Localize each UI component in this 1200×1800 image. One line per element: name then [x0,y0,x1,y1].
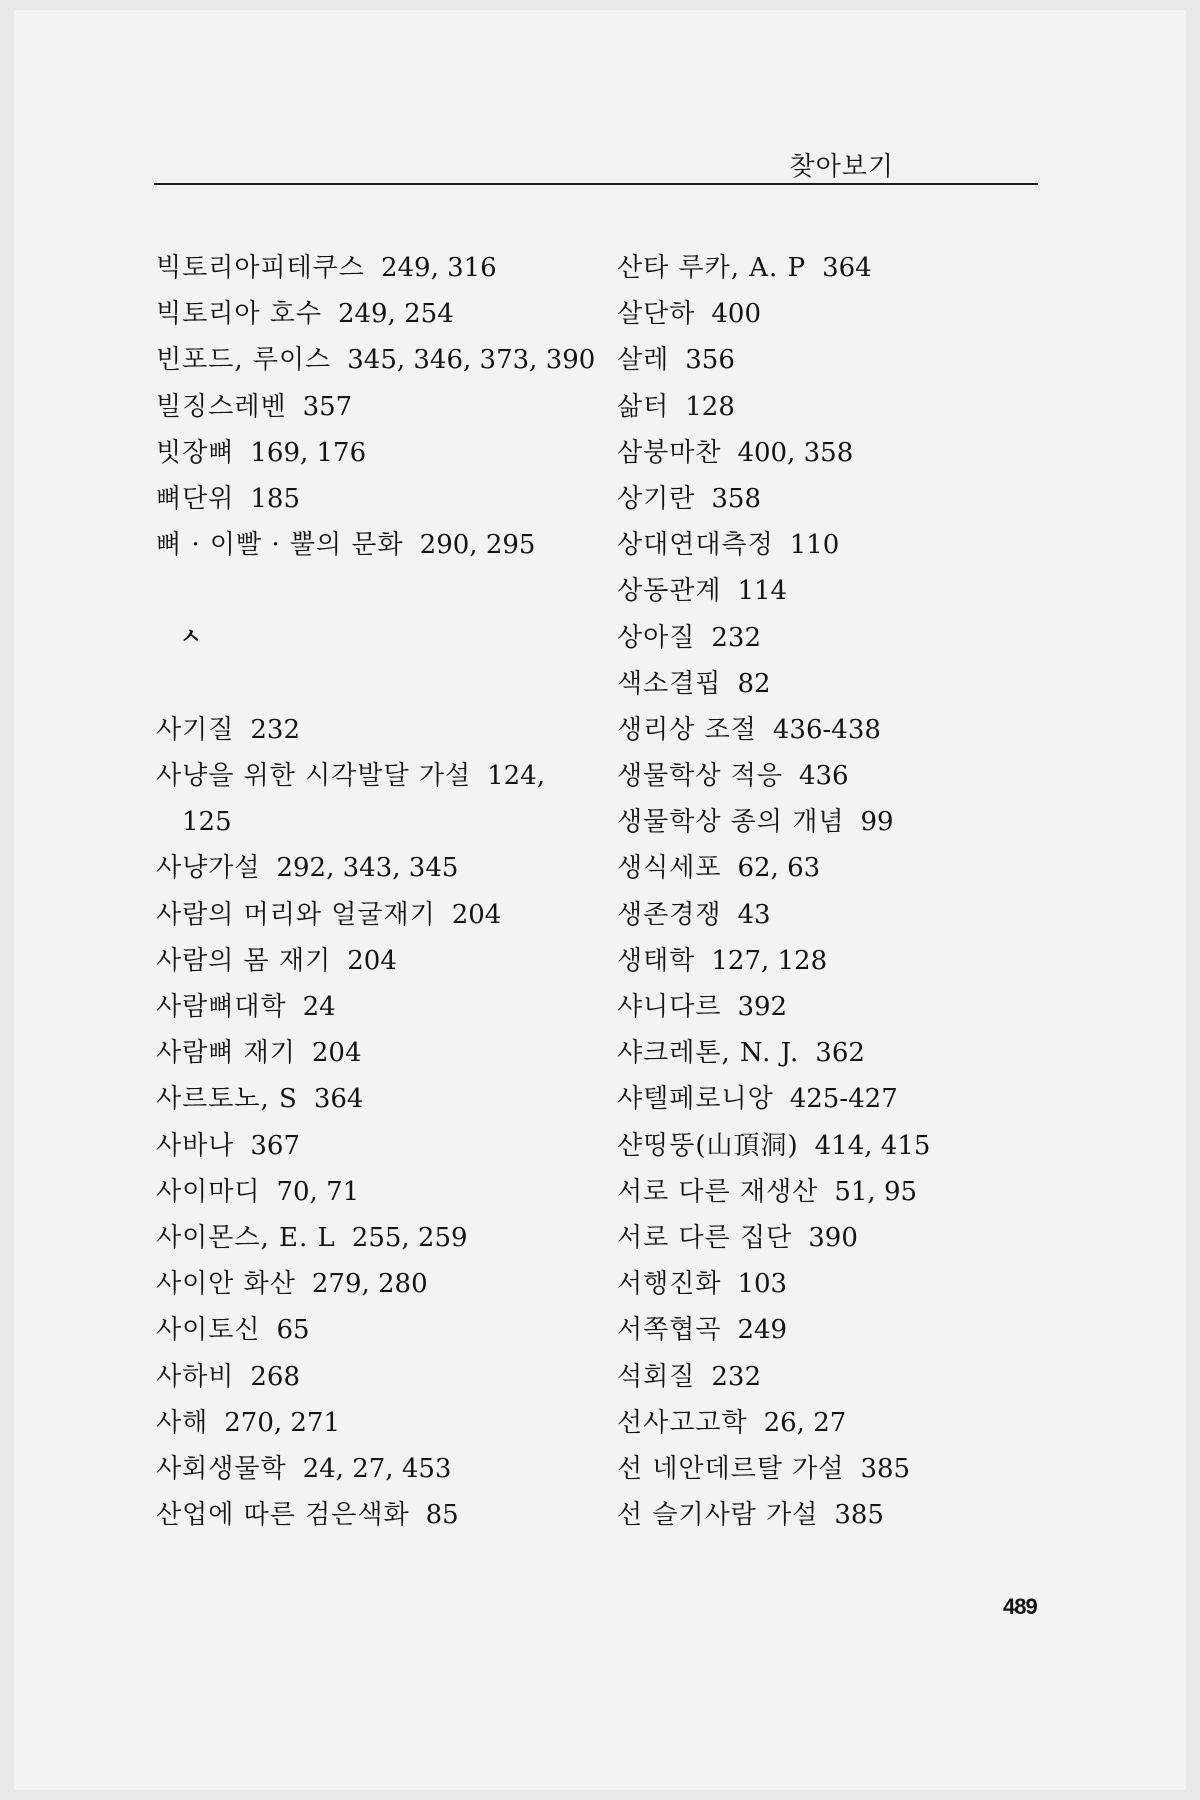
index-term: 선 슬기사람 가설 [617,1500,819,1531]
index-term: 서로 다른 집단 [617,1222,793,1253]
index-entry [617,568,1057,614]
index-pages: 249, 316 [380,253,497,283]
index-pages: 26, 27 [763,1407,847,1438]
index-pages: 124, [487,761,545,792]
index-entry [156,984,586,1030]
index-term: 살레 [617,345,670,376]
index-entry [156,291,586,337]
index-column-left [156,245,596,1538]
index-term: 뼈단위 [156,483,235,514]
index-entry [156,892,586,938]
index-pages: 249 [737,1315,788,1346]
blank-line [156,661,586,707]
index-pages: 43 [737,899,771,930]
index-pages: 103 [737,1269,788,1300]
index-entry [617,615,1057,661]
index-entry [617,1261,1057,1307]
index-pages: 385 [860,1453,911,1484]
index-entry [617,1030,1057,1076]
index-entry [156,476,586,522]
index-term: 사람의 머리와 얼굴재기 [156,899,436,930]
index-entry [156,1076,586,1122]
index-entry [156,522,586,568]
index-entry [617,1123,1057,1169]
index-pages: 255, 259 [351,1222,468,1253]
index-term: 상기란 [617,483,696,514]
index-pages: 24, 27, 453 [302,1453,452,1484]
index-entry [156,1307,586,1353]
index-pages: 114 [737,576,788,607]
index-entry-continuation: 125 [182,807,232,838]
index-term: 서행진화 [617,1269,722,1300]
index-pages: 70, 71 [276,1176,360,1207]
index-term: 생태학 [617,945,696,976]
index-entry [617,1076,1057,1122]
index-term: 샨띵뚱(山頂洞) [617,1130,799,1161]
index-entry [617,522,1057,568]
index-term: 빗장뼈 [156,437,235,468]
index-term: 사냥을 위한 시각발달 가설 [156,761,472,792]
index-pages: 82 [737,668,771,699]
index-pages: 204 [451,899,502,930]
index-entry [617,245,1057,291]
index-entry [617,1307,1057,1353]
index-entry [617,1400,1057,1446]
index-term: 선사고고학 [617,1407,748,1438]
index-term: 사해 [156,1407,209,1438]
index-entry [156,707,586,753]
index-term: 생식세포 [617,853,722,884]
index-pages: 110 [789,530,840,561]
index-pages: 436-438 [772,714,881,745]
index-term: 사람의 몸 재기 [156,945,332,976]
index-term: 빅토리아피테쿠스 [156,253,365,283]
section-heading: ㅅ [180,624,202,650]
index-pages: 85 [425,1500,459,1531]
index-pages: 414, 415 [814,1130,931,1161]
index-term: 뼈 · 이빨 · 뿔의 문화 [156,530,404,561]
index-entry [156,1030,586,1076]
index-entry [617,384,1057,430]
index-pages: 128 [685,391,735,422]
index-pages: 364 [313,1084,364,1115]
index-pages: 249, 254 [337,299,454,330]
index-pages: 204 [347,945,397,976]
running-head: 찾아보기 [789,152,894,182]
index-entry [156,245,586,291]
index-pages: 357 [302,391,353,422]
index-term: 사이안 화산 [156,1269,296,1300]
index-pages: 292, 343, 345 [276,853,459,884]
index-entry [617,938,1057,984]
index-entry [156,1446,586,1492]
index-entry [617,1215,1057,1261]
index-term: 사기질 [156,714,235,745]
index-term: 사람뼈대학 [156,992,287,1022]
index-entry [156,337,596,383]
index-pages: 436 [798,761,849,792]
index-pages: 362 [815,1038,865,1069]
index-entry [156,1261,586,1307]
index-entry [617,337,1057,383]
index-pages: 62, 63 [737,853,821,884]
index-term: 사회생물학 [156,1453,287,1484]
index-entry [617,845,1057,891]
index-pages: 268 [250,1361,300,1392]
index-entry [156,753,586,799]
index-term: 빅토리아 호수 [156,299,322,330]
index-pages: 367 [250,1130,300,1161]
index-entry [617,1169,1057,1215]
index-term: 빈포드, 루이스 [156,345,332,376]
index-pages: 358 [711,483,761,514]
index-term: 삶터 [617,391,670,422]
index-term: 생리상 조절 [617,714,757,745]
index-term: 빌징스레벤 [156,391,287,422]
index-pages: 204 [311,1038,362,1069]
index-term: 사르토노, S [156,1084,298,1115]
index-term: 샤크레톤, N. J. [617,1038,800,1069]
index-entry [156,384,586,430]
index-term: 사이토신 [156,1315,261,1346]
index-pages: 65 [276,1315,310,1346]
index-pages: 185 [250,483,300,514]
blank-line [156,568,586,614]
index-pages: 51, 95 [834,1176,918,1207]
header-rule [154,183,1038,185]
index-entry [156,1354,586,1400]
index-term: 사바나 [156,1130,235,1161]
index-pages: 232 [250,714,300,745]
index-pages: 270, 271 [224,1407,341,1438]
index-pages: 392 [737,992,788,1022]
index-term: 생존경쟁 [617,899,722,930]
index-term: 생물학상 적응 [617,761,783,792]
index-term: 샤니다르 [617,992,722,1022]
index-term: 살단하 [617,299,696,330]
index-term: 서로 다른 재생산 [617,1176,819,1207]
index-pages: 345, 346, 373, 390 [347,345,596,376]
index-entry [156,1123,586,1169]
index-pages: 24 [302,992,336,1022]
index-term: 석회질 [617,1361,696,1392]
index-term: 삼붕마찬 [617,437,722,468]
index-pages: 290, 295 [419,530,536,561]
index-pages: 356 [685,345,735,376]
index-term: 색소결핍 [617,668,722,699]
index-term: 상대연대측정 [617,530,774,561]
index-entry [156,1400,586,1446]
index-entry [617,1492,1057,1538]
index-entry [617,1446,1057,1492]
index-term: 샤텔페로니앙 [617,1084,774,1115]
index-pages: 385 [834,1500,884,1531]
index-pages: 400, 358 [737,437,854,468]
index-entry [617,1354,1057,1400]
index-pages: 279, 280 [311,1269,428,1300]
index-pages: 364 [822,253,872,283]
index-pages: 169, 176 [250,437,367,468]
index-entry [617,799,1057,845]
index-entry [156,430,586,476]
index-term: 상동관계 [617,576,722,607]
index-entry [156,845,586,891]
index-term: 서쪽협곡 [617,1315,722,1346]
index-term: 산타 루카, A. P [617,253,807,283]
index-pages: 99 [860,807,894,838]
index-term: 사람뼈 재기 [156,1038,296,1069]
index-entry [617,984,1057,1030]
index-entry [156,938,586,984]
index-entry [617,892,1057,938]
index-term: 생물학상 종의 개념 [617,807,845,838]
index-pages: 400 [711,299,761,330]
index-pages: 232 [711,622,761,653]
index-term: 사이마디 [156,1176,261,1207]
index-entry [617,707,1057,753]
index-entry [156,1169,586,1215]
index-entry [617,291,1057,337]
index-entry [617,430,1057,476]
index-term: 상아질 [617,622,696,653]
index-column-right [617,245,1057,1538]
index-entry [617,476,1057,522]
index-term: 선 네안데르탈 가설 [617,1453,845,1484]
index-pages: 127, 128 [711,945,828,976]
index-pages: 425-427 [789,1084,898,1115]
index-entry [156,1215,586,1261]
index-entry [617,661,1057,707]
index-pages: 232 [711,1361,761,1392]
index-pages: 390 [808,1222,858,1253]
page-number: 489 [1003,1594,1037,1619]
index-entry [617,753,1057,799]
index-term: 사냥가설 [156,853,261,884]
index-term: 산업에 따른 검은색화 [156,1500,410,1531]
index-term: 사하비 [156,1361,235,1392]
index-entry [156,1492,586,1538]
index-term: 사이몬스, E. L [156,1222,336,1253]
